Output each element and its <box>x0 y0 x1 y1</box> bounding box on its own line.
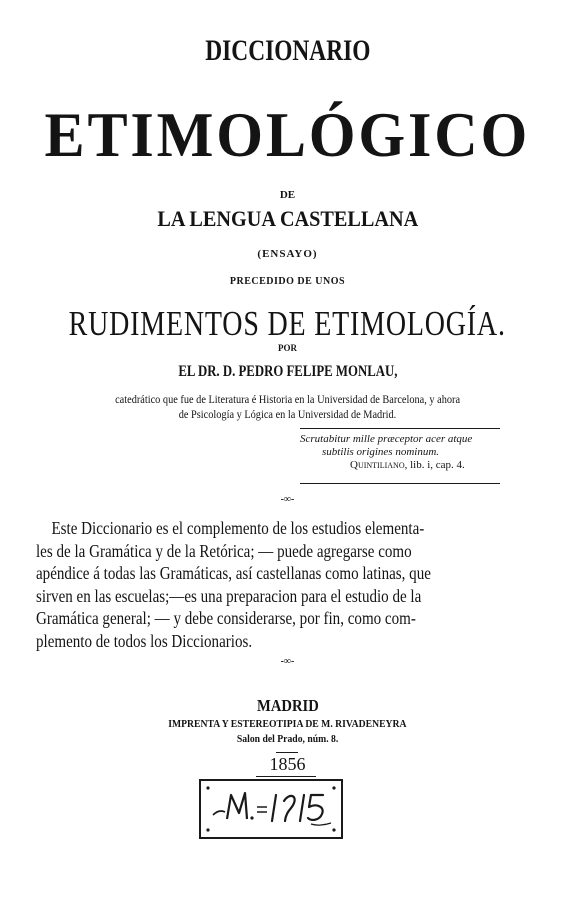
author-affiliation-line-1: catedrático que fue de Literatura é Historia en la Universidad de Barcelona, y ahora <box>115 392 460 406</box>
description-line: apéndice á todas las Gramáticas, así castellanas como latinas, que <box>36 563 431 583</box>
imprint-printer: IMPRENTA Y ESTEREOTIPIA DE M. RIVADENEYRA <box>168 718 407 730</box>
epigraph-quote-line-2: subtilis origines nominum. <box>322 446 440 458</box>
title-line-etimologico: ETIMOLÓGICO <box>44 99 531 170</box>
title-line-ensayo: (ENSAYO) <box>257 248 318 260</box>
library-stamp-shelfmark <box>201 781 341 837</box>
epigraph-source-name: Quintiliano <box>350 459 405 471</box>
title-line-rudimentos: RUDIMENTOS DE ETIMOLOGÍA. <box>68 304 507 343</box>
epigraph-source <box>300 459 500 472</box>
imprint-city: MADRID <box>256 696 319 715</box>
author-name: EL DR. D. PEDRO FELIPE MONLAU, <box>177 363 398 380</box>
description-line: Gramática general; — y debe considerarse, por fin, como com- <box>36 608 416 628</box>
author-affiliation-line-2: de Psicología y Lógica en la Universidad de Madrid. <box>178 407 397 421</box>
title-line-de: DE <box>279 189 296 201</box>
ornament-divider-bottom: -∞- <box>280 656 295 667</box>
imprint-address: Salon del Prado, núm. 8. <box>236 733 339 745</box>
ornament-divider-top: -∞- <box>280 494 295 505</box>
epigraph <box>300 433 500 472</box>
epigraph-quote-line-1: Scrutabitur mille præceptor acer atque <box>300 433 473 445</box>
imprint-year-rule <box>276 752 298 753</box>
imprint-year-underline <box>256 776 316 777</box>
description-line: les de la Gramática y de la Retórica; — puede agregarse como <box>36 540 412 561</box>
title-line-lengua-castellana: LA LENGUA CASTELLANA <box>157 206 418 231</box>
description-line: sirven en las escuelas;—es una preparacion para el estudio de la <box>36 585 422 606</box>
imprint-year: 1856 <box>269 754 306 774</box>
title-line-diccionario: DICCIONARIO <box>204 34 371 67</box>
description-line: Este Diccionario es el complemento de los estudios elementa- <box>51 518 425 538</box>
title-line-por: POR <box>278 343 297 353</box>
title-line-precedido: PRECEDIDO DE UNOS <box>229 276 346 287</box>
description-line: plemento de todos los Diccionarios. <box>36 630 253 651</box>
epigraph-source-reference: , lib. i, cap. 4. <box>404 459 465 471</box>
description-paragraph <box>36 517 556 652</box>
epigraph-bottom-rule <box>300 483 500 484</box>
epigraph-top-rule <box>300 428 500 429</box>
library-stamp <box>199 779 343 839</box>
